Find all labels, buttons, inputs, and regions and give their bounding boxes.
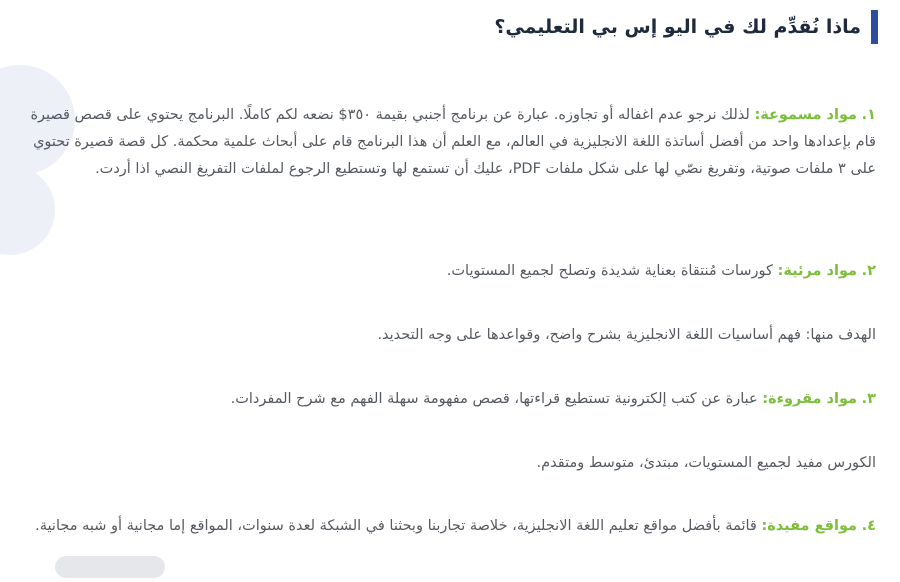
item-reading xyxy=(24,386,876,413)
section-heading xyxy=(494,10,878,44)
item-label: مواد مرئية: xyxy=(777,263,858,279)
paragraph-text: الهدف منها: فهم أساسيات اللغة الانجليزية بشرح واضح، وقواعدها على وجه التحديد. xyxy=(377,327,876,343)
item-text: لذلك نرجو عدم اغفاله أو تجاوزه. عبارة عن برنامج أجنبي بقيمة ٣٥٠$ نضعه لكم كاملًا. البرنامج يحتوي على قصص قصيرة قام بإعدادها واحد من أفضل أساتذة اللغة الانجليزية في العالم، مع العلم أن هذا البرنامج قام على أبحاث علمية محكمة. كل قصة قصيرة تحتوي على ٣ ملفات صوتية، وتفريغ نصّي لها على شكل ملفات PDF، عليك أن تستمع لها وتستطيع الرجوع لملفات التفريغ النصي اذا أردت. xyxy=(30,107,876,177)
item-text: قائمة بأفضل مواقع تعليم اللغة الانجليزية، خلاصة تجاربنا وبحثنا في الشبكة لعدة سنوات، المواقع إما مجانية أو شبه مجانية. xyxy=(35,518,762,534)
item-number: ١. xyxy=(861,107,876,123)
item-websites xyxy=(24,513,876,540)
paragraph-goal xyxy=(24,322,876,349)
item-text: عبارة عن كتب إلكترونية تستطيع قراءتها، قصص مفهومة سهلة الفهم مع شرح المفردات. xyxy=(230,391,763,407)
item-text: كورسات مُنتقاة بعناية شديدة وتصلح لجميع المستويات. xyxy=(446,263,778,279)
item-label: مواد مسموعة: xyxy=(754,107,858,123)
heading-accent-bar xyxy=(871,10,878,44)
background-watermark xyxy=(0,60,90,260)
watermark-logo xyxy=(50,542,170,582)
paragraph-levels xyxy=(24,450,876,477)
paragraph-text: الكورس مفيد لجميع المستويات، مبتدئ، متوسط ومتقدم. xyxy=(536,455,876,471)
heading-title: ماذا نُقدِّم لك في اليو إس بي التعليمي؟ xyxy=(494,16,861,38)
item-audio xyxy=(24,102,876,183)
item-label: مواقع مفيدة: xyxy=(761,518,858,534)
item-number: ٢. xyxy=(861,263,876,279)
item-number: ٣. xyxy=(861,391,876,407)
item-visual xyxy=(24,258,876,285)
item-label: مواد مقروءة: xyxy=(762,391,858,407)
item-number: ٤. xyxy=(861,518,876,534)
